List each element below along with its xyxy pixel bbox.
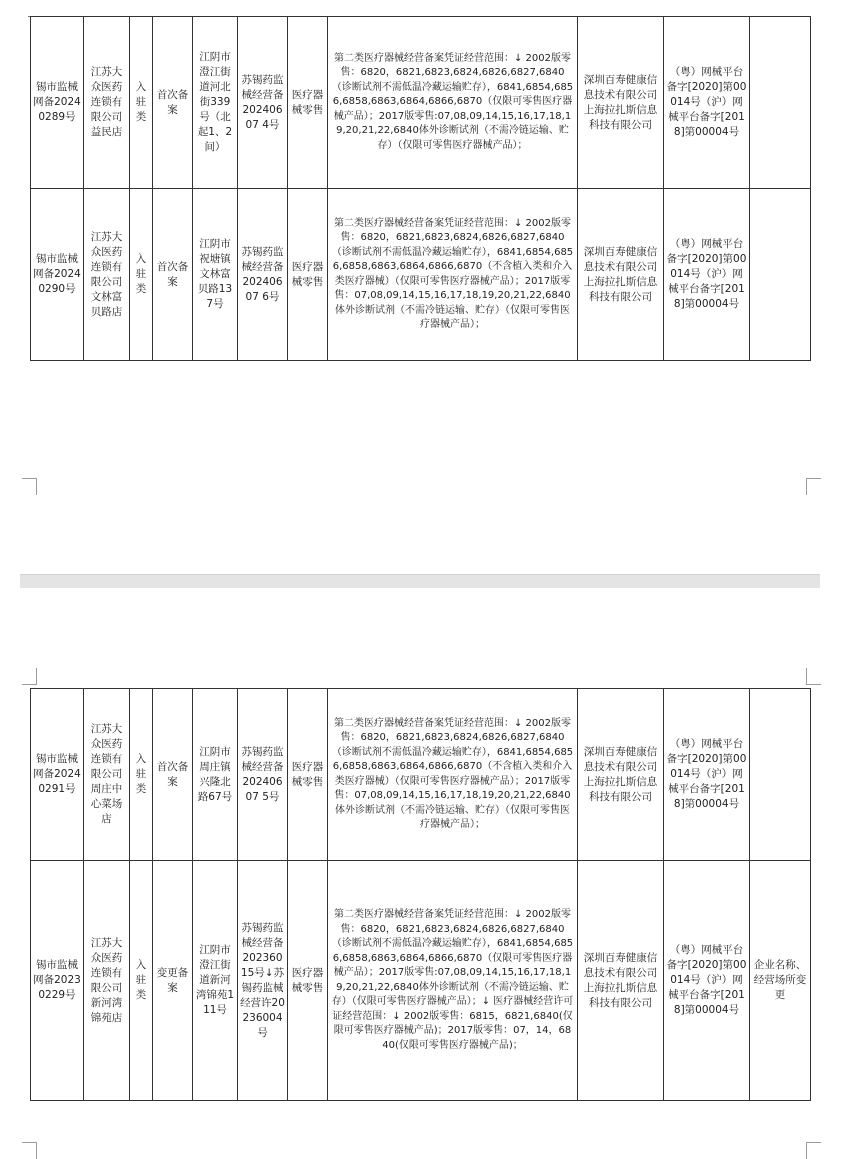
company-name: 江苏大众医药连锁有限公司周庄中心菜场店 xyxy=(84,689,130,861)
business-scope: 第二类医疗器械经营备案凭证经营范围：↓ 2002版零售：6820，6821,6823,6824,6826,6827,6840（诊断试剂不需低温冷藏运输贮存），6841,6854,6856,6858,6863,6864,6866,6870（不含植入类和介入类医疗器械）（仅限可零售医疗器械产品）；2017版零售：07,08,09,14,15,16,17,18,19,20,21,22,6840体外诊断试剂（不需冷链运输、贮存）（仅限可零售医疗器械产品）； xyxy=(328,689,578,861)
business-category: 医疗器械零售 xyxy=(288,861,328,1101)
record-no: 锡市监械网备20240290号 xyxy=(31,189,84,361)
license-no: 苏锡药监械经营备20236015号↓苏锡药监械经营许20236004号 xyxy=(238,861,288,1101)
document-page-2 xyxy=(0,588,846,1156)
remark xyxy=(750,689,811,861)
business-category: 医疗器械零售 xyxy=(288,17,328,189)
business-scope: 第二类医疗器械经营备案凭证经营范围：↓ 2002版零售：6820，6821,6823,6824,6826,6827,6840（诊断试剂不需低温冷藏运输贮存），6841,6854,6856,6858,6863,6864,6866,6870（仅限可零售医疗器械产品）；2017版零售:07,08,09,14,15,16,17,18,19,20,21,22,6840体外诊断试剂（不需冷链运输、贮存）（仅限可零售医疗器械产品）；↓ 医疗器械经营许可证经营范围：↓ 2002版零售：6815，6821,6840(仅限可零售医疗器械产品)；2017版零售：07，14，6840(仅限可零售医疗器械产品)； xyxy=(328,861,578,1101)
table-row xyxy=(31,861,811,1101)
record-no: 锡市监械网备20240291号 xyxy=(31,689,84,861)
crop-mark xyxy=(806,668,821,685)
entry-type: 入驻类 xyxy=(130,861,153,1101)
remark xyxy=(750,17,811,189)
address: 江阴市祝塘镇文林富贝路137号 xyxy=(193,189,238,361)
platform-record-no: （粤）网械平台备字[2020]第00014号（沪）网械平台备字[2018]第00004号 xyxy=(664,861,750,1101)
address: 江阴市周庄镇兴隆北路67号 xyxy=(193,689,238,861)
filing-type: 变更备案 xyxy=(153,861,193,1101)
record-no: 锡市监械网备20230229号 xyxy=(31,861,84,1101)
business-category: 医疗器械零售 xyxy=(288,189,328,361)
crop-mark xyxy=(806,478,821,495)
platform-company: 深圳百寿健康信息技术有限公司 上海拉扎斯信息科技有限公司 xyxy=(578,689,664,861)
company-name: 江苏大众医药连锁有限公司文林富贝路店 xyxy=(84,189,130,361)
business-scope: 第二类医疗器械经营备案凭证经营范围：↓ 2002版零售：6820，6821,6823,6824,6826,6827,6840（诊断试剂不需低温冷藏运输贮存），6841,6854,6856,6858,6863,6864,6866,6870（不含植入类和介入类医疗器械）（仅限可零售医疗器械产品）；2017版零售：07,08,09,14,15,16,17,18,19,20,21,22,6840体外诊断试剂（不需冷链运输、贮存）（仅限可零售医疗器械产品）； xyxy=(328,189,578,361)
record-table-page-2 xyxy=(30,688,811,1101)
business-scope: 第二类医疗器械经营备案凭证经营范围：↓ 2002版零售：6820，6821,6823,6824,6826,6827,6840（诊断试剂不需低温冷藏运输贮存），6841,6854,6856,6858,6863,6864,6866,6870（仅限可零售医疗器械产品）；2017版零售:07,08,09,14,15,16,17,18,19,20,21,22,6840体外诊断试剂（不需冷链运输、贮存）（仅限可零售医疗器械产品）； xyxy=(328,17,578,189)
table-row xyxy=(31,689,811,861)
address: 江阴市澄江街道新河湾锦苑111号 xyxy=(193,861,238,1101)
record-no: 锡市监械网备20240289号 xyxy=(31,17,84,189)
address: 江阴市澄江街道河北街339号（北起1、2间） xyxy=(193,17,238,189)
crop-mark xyxy=(806,1142,821,1159)
filing-type: 首次备案 xyxy=(153,689,193,861)
license-no: 苏锡药监械经营备20240607 5号 xyxy=(238,689,288,861)
table-row xyxy=(31,17,811,189)
business-category: 医疗器械零售 xyxy=(288,689,328,861)
platform-record-no: （粤）网械平台备字[2020]第00014号（沪）网械平台备字[2018]第00004号 xyxy=(664,189,750,361)
crop-mark xyxy=(22,668,37,685)
filing-type: 首次备案 xyxy=(153,189,193,361)
remark xyxy=(750,189,811,361)
document-page-1 xyxy=(0,0,846,574)
company-name: 江苏大众医药连锁有限公司益民店 xyxy=(84,17,130,189)
filing-type: 首次备案 xyxy=(153,17,193,189)
license-no: 苏锡药监械经营备20240607 4号 xyxy=(238,17,288,189)
company-name: 江苏大众医药连锁有限公司新河湾锦苑店 xyxy=(84,861,130,1101)
record-table-page-1 xyxy=(30,16,811,361)
platform-company: 深圳百寿健康信息技术有限公司 上海拉扎斯信息科技有限公司 xyxy=(578,189,664,361)
crop-mark xyxy=(22,478,37,495)
platform-record-no: （粤）网械平台备字[2020]第00014号（沪）网械平台备字[2018]第00004号 xyxy=(664,689,750,861)
license-no: 苏锡药监械经营备20240607 6号 xyxy=(238,189,288,361)
platform-record-no: （粤）网械平台备字[2020]第00014号（沪）网械平台备字[2018]第00004号 xyxy=(664,17,750,189)
entry-type: 入驻类 xyxy=(130,689,153,861)
platform-company: 深圳百寿健康信息技术有限公司 上海拉扎斯信息科技有限公司 xyxy=(578,17,664,189)
crop-mark xyxy=(22,1142,37,1159)
platform-company: 深圳百寿健康信息技术有限公司 上海拉扎斯信息科技有限公司 xyxy=(578,861,664,1101)
entry-type: 入驻类 xyxy=(130,189,153,361)
remark: 企业名称、经营场所变更 xyxy=(750,861,811,1101)
table-row xyxy=(31,189,811,361)
entry-type: 入驻类 xyxy=(130,17,153,189)
